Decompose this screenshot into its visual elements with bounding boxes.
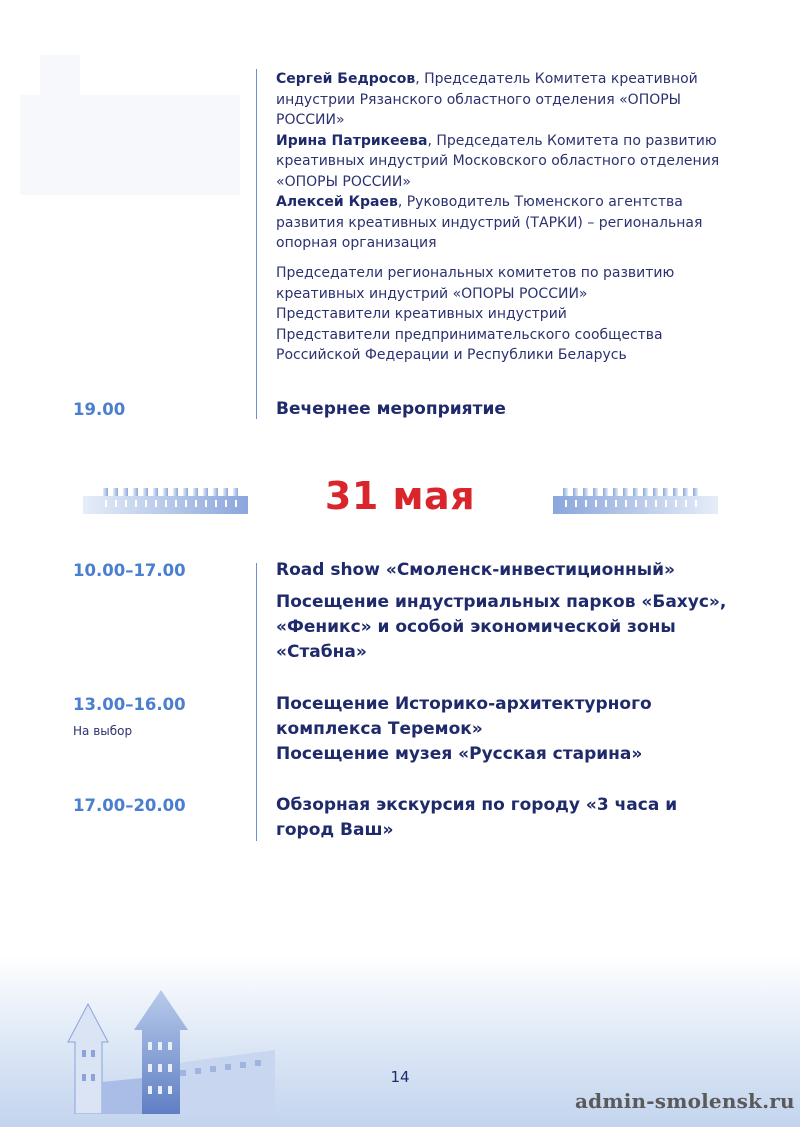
schedule-note: На выбор — [73, 724, 133, 738]
representative-item: Представители предпринимательского сообщества Российской Федерации и Республики Беларусь — [276, 326, 663, 363]
speaker-item — [276, 69, 746, 131]
schedule-time: 10.00–17.00 — [73, 561, 186, 580]
fortress-wall-left-icon — [83, 484, 248, 514]
schedule-events — [276, 793, 696, 843]
speaker-name: Сергей Бедросов — [276, 71, 416, 87]
schedule-event: Посещение музея «Русская старина» — [276, 744, 643, 764]
representative-item: Председатели региональных комитетов по развитию креативных индустрий «ОПОРЫ РОССИИ» — [276, 265, 675, 302]
speaker-role: , Руководитель Тюменского агентства развития креативных индустрий (ТАРКИ) – региональная опорная организация — [276, 194, 703, 251]
schedule-time: 17.00–20.00 — [73, 796, 186, 815]
representatives-list — [276, 263, 746, 366]
page-number: 14 — [390, 1068, 410, 1086]
fortress-wall-right-icon — [553, 484, 718, 514]
schedule-event: Road show «Смоленск-инвестиционный» — [276, 560, 676, 580]
evening-title: Вечернее мероприятие — [276, 399, 506, 419]
representative-item: Представители креативных индустрий — [276, 306, 567, 322]
date-heading: 31 мая — [324, 474, 476, 518]
schedule-event: Посещение Историко-архитектурного комплекса Теремок» — [276, 694, 652, 739]
speaker-role: , Председатель Комитета по развитию креативных индустрий Московского областного отделения «ОПОРЫ РОССИИ» — [276, 132, 720, 190]
divider-line-top — [256, 69, 257, 419]
speaker-item — [276, 192, 746, 254]
speakers-list — [276, 69, 746, 254]
speaker-name: Алексей Краев — [276, 194, 398, 210]
schedule-event: Посещение индустриальных парков «Бахус», «Феникс» и особой экономической зоны «Стабна» — [276, 592, 727, 662]
schedule-event: Обзорная экскурсия по городу «3 часа и город Ваш» — [276, 795, 678, 840]
speaker-role: , Председатель Комитета креативной индустрии Рязанского областного отделения «ОПОРЫ РОССИИ» — [276, 71, 698, 128]
schedule-events — [276, 692, 696, 767]
schedule-time: 13.00–16.00 — [73, 695, 186, 714]
speaker-name: Ирина Патрикеева — [276, 132, 428, 149]
evening-time: 19.00 — [73, 400, 126, 419]
divider-line-bottom — [256, 563, 257, 841]
site-watermark: admin-smolensk.ru — [575, 1089, 795, 1113]
kremlin-towers-illustration — [60, 990, 275, 1114]
faint-wall-illustration — [20, 55, 240, 195]
speaker-item — [276, 131, 746, 193]
schedule-events — [276, 558, 746, 665]
